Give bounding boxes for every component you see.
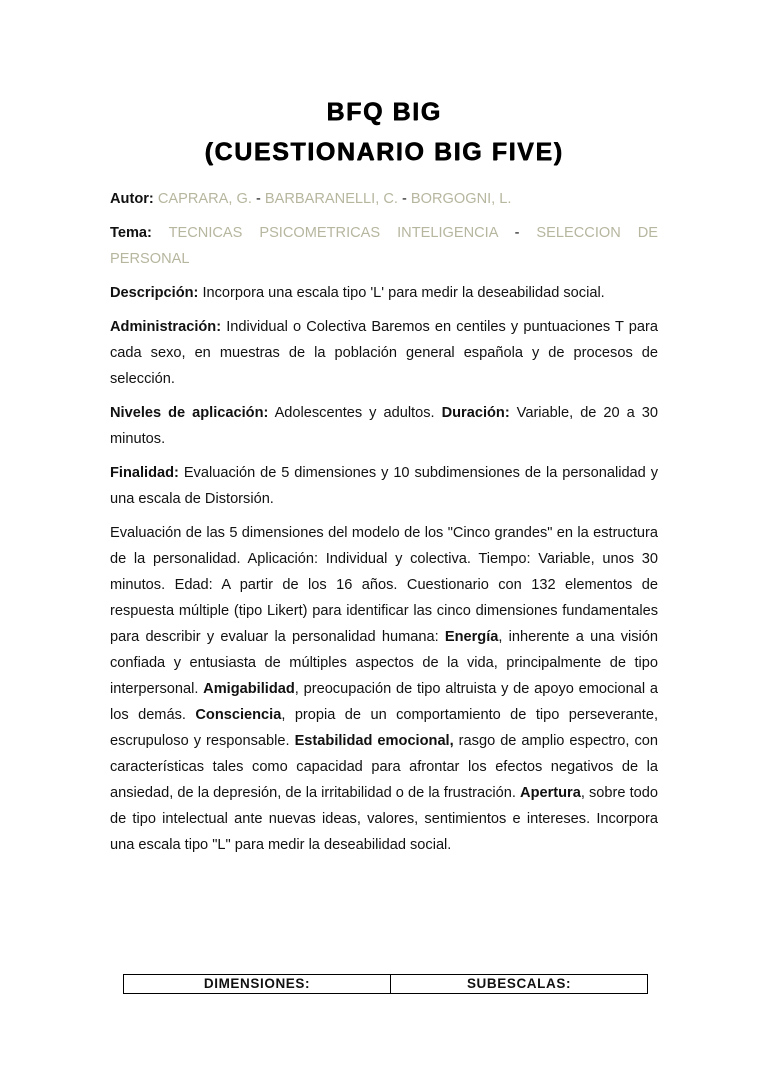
descripcion-text: Incorpora una escala tipo 'L' para medir la deseabilidad social.	[198, 285, 605, 301]
autor-label: Autor:	[110, 191, 154, 207]
finalidad-paragraph	[110, 460, 658, 512]
apertura-text: , sobre todo de tipo intelectual ante nuevas ideas, valores, sentimientos e intereses. Incorpora una escala tipo "L" para medir la deseabilidad social.	[110, 785, 658, 853]
amigabilidad-text: , preocupación de tipo altruista y de apoyo emocional a los demás.	[110, 681, 658, 723]
author-link-1[interactable]: CAPRARA, G.	[157, 191, 252, 207]
document-title	[110, 92, 658, 172]
document-body	[110, 186, 658, 866]
finalidad-text: Evaluación de 5 dimensiones y 10 subdimensiones de la personalidad y una escala de Distorsión.	[110, 465, 658, 507]
author-link-3[interactable]: BORGOGNI, L.	[410, 191, 512, 207]
consciencia-term: Consciencia	[195, 707, 282, 723]
topic-link-2[interactable]: SELECCION DE PERSONAL	[110, 225, 658, 267]
administracion-paragraph	[110, 314, 658, 392]
descripcion-paragraph	[110, 280, 658, 306]
administracion-label: Administración:	[110, 319, 222, 335]
niveles-label: Niveles de aplicación:	[110, 405, 269, 421]
estabilidad-term: Estabilidad emocional,	[294, 733, 454, 749]
duracion-text: Variable, de 20 a 30 minutos.	[110, 405, 658, 447]
consciencia-text: , propia de un comportamiento de tipo perseverante, escrupuloso y responsable.	[110, 707, 659, 749]
evaluacion-intro: Evaluación de las 5 dimensiones del modelo de los "Cinco grandes" en la estructura de la personalidad. Aplicación: Individual y colectiva. Tiempo: Variable, unos 30 minutos. Edad: A partir de los 16 años. Cuestionario con 132 elementos de respuesta múltiple (tipo Likert) para identificar las cinco dimensiones fundamentales para describir y evaluar la personalidad humana:	[110, 525, 658, 645]
niveles-paragraph	[110, 400, 658, 452]
tema-label: Tema:	[110, 225, 152, 241]
duracion-label: Duración:	[441, 405, 510, 421]
finalidad-label: Finalidad:	[110, 465, 179, 481]
title-line-1: BFQ BIG	[326, 98, 442, 126]
apertura-term: Apertura	[520, 785, 581, 801]
tema-paragraph	[110, 220, 658, 272]
evaluacion-paragraph	[110, 520, 658, 858]
niveles-text: Adolescentes y adultos.	[268, 405, 442, 421]
amigabilidad-term: Amigabilidad	[203, 681, 295, 697]
administracion-text: Individual o Colectiva Baremos en centiles y puntuaciones T para cada sexo, en muestras de la población general española y de procesos de selección.	[110, 319, 658, 387]
author-separator: -	[251, 191, 265, 207]
title-line-2: (CUESTIONARIO BIG FIVE)	[204, 138, 564, 166]
author-separator: -	[397, 191, 411, 207]
table-header-subescalas: SUBESCALAS:	[390, 975, 647, 993]
table-header-dimensiones: DIMENSIONES:	[203, 976, 311, 991]
autor-paragraph	[110, 186, 658, 212]
dimensions-table-header	[123, 974, 648, 994]
topic-separator: -	[497, 225, 537, 241]
energia-text: , inherente a una visión confiada y entusiasta de múltiples aspectos de la vida, principalmente de tipo interpersonal.	[110, 629, 658, 697]
energia-term: Energía	[444, 629, 499, 645]
topic-link-1[interactable]: TECNICAS PSICOMETRICAS INTELIGENCIA	[168, 225, 498, 241]
estabilidad-text: rasgo de amplio espectro, con características tales como capacidad para afrontar los efectos negativos de la ansiedad, de la depresión, de la irritabilidad o de la frustración.	[110, 733, 658, 801]
author-link-2[interactable]: BARBARANELLI, C.	[264, 191, 398, 207]
descripcion-label: Descripción:	[110, 285, 199, 301]
